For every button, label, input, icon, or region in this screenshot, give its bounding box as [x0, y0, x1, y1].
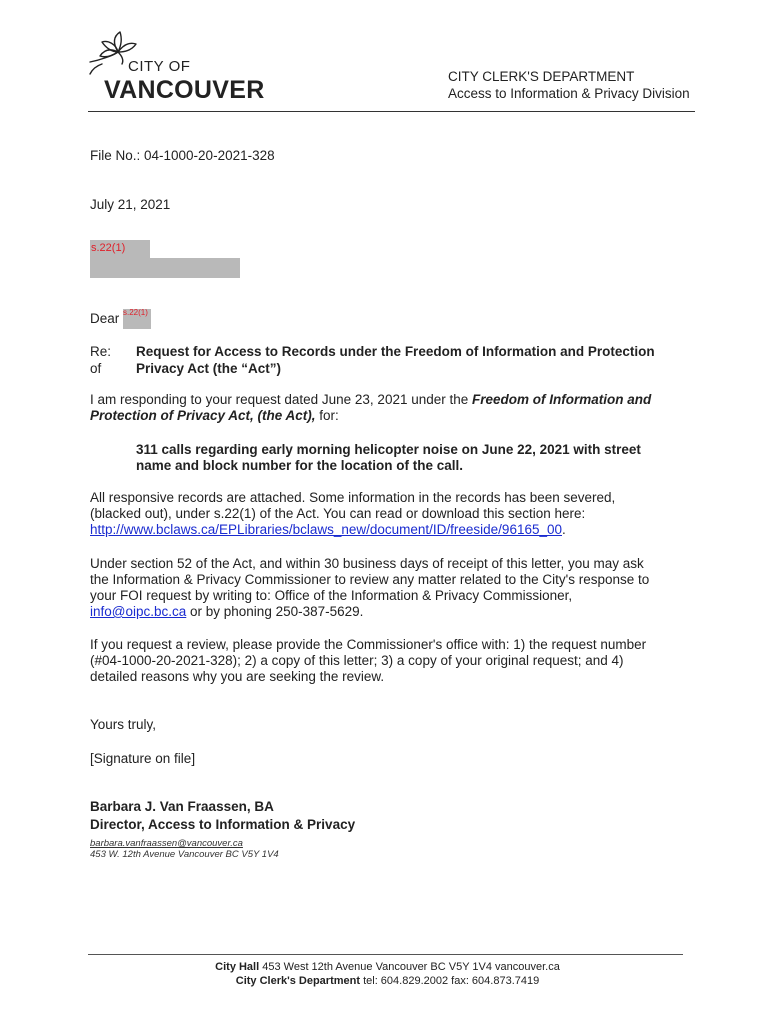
p2-line-2: the Information & Privacy Commissioner to review any matter related to the City's response to: [90, 572, 650, 587]
p2-phone: or by phoning 250-387-5629.: [186, 604, 364, 619]
footer-city-hall: City Hall: [215, 961, 260, 973]
logo-city-of: CITY OF: [128, 58, 191, 75]
division-name: Access to Information & Privacy Division: [448, 86, 690, 101]
bclaws-link[interactable]: http://www.bclaws.ca/EPLibraries/bclaws_new/document/ID/freeside/96165_00: [90, 522, 562, 537]
request-line-1: 311 calls regarding early morning helicopter noise on June 22, 2021 with street: [136, 442, 641, 457]
p1-line-2: (blacked out), under s.22(1) of the Act. You can read or download this section here:: [90, 506, 586, 521]
salutation-redaction-label: s.22(1): [123, 308, 148, 317]
p3-line-2: (#04-1000-20-2021-328); 2) a copy of this letter; 3) a copy of your original request; and 4): [90, 653, 624, 668]
intro-for: for:: [315, 408, 339, 423]
logo-vancouver: VANCOUVER: [104, 76, 265, 104]
footer-divider: [88, 954, 683, 955]
salutation: Dear: [90, 311, 120, 326]
p1-period: .: [562, 522, 566, 537]
p2-line-4: [90, 604, 363, 621]
intro-line-1: [90, 392, 651, 409]
re-of: of: [90, 361, 102, 376]
department-name: CITY CLERK'S DEPARTMENT: [448, 69, 635, 84]
redaction-label: s.22(1): [91, 242, 126, 254]
act-name-part2: Protection of Privacy Act, (the Act),: [90, 408, 316, 423]
p3-line-3: detailed reasons why you are seeking the review.: [90, 669, 385, 684]
signature-note: [Signature on file]: [90, 751, 196, 766]
signer-email-link[interactable]: barbara.vanfraassen@vancouver.ca: [90, 838, 243, 849]
footer-line-2: [90, 974, 685, 988]
intro-line-2: [90, 408, 339, 425]
signer-address: 453 W. 12th Avenue Vancouver BC V5Y 1V4: [90, 849, 279, 860]
p3-line-1: If you request a review, please provide the Commissioner's office with: 1) the request number: [90, 637, 647, 652]
subject-line-2: Privacy Act (the “Act”): [136, 361, 282, 376]
p1-line-3: [90, 522, 566, 539]
act-name-part1: Freedom of Information and: [472, 392, 652, 407]
department-heading: [448, 68, 690, 102]
footer-address: 453 West 12th Avenue Vancouver BC V5Y 1V4 vancouver.ca: [259, 961, 560, 973]
city-of-vancouver-logo: [82, 30, 265, 110]
file-number: File No.: 04-1000-20-2021-328: [90, 148, 275, 163]
subject-line-1: Request for Access to Records under the Freedom of Information and Protection: [136, 344, 655, 359]
footer-contact: tel: 604.829.2002 fax: 604.873.7419: [360, 975, 540, 987]
re-label: Re:: [90, 344, 112, 359]
intro-text: I am responding to your request dated June 23, 2021 under the: [90, 392, 473, 407]
redacted-address-box: [90, 258, 240, 278]
signer-title: Director, Access to Information & Privacy: [90, 817, 356, 832]
letter-date: July 21, 2021: [90, 197, 171, 212]
p1-line-1: All responsive records are attached. Some information in the records has been severed,: [90, 490, 616, 505]
header-divider: [88, 111, 695, 112]
p2-line-3: your FOI request by writing to: Office of the Information & Privacy Commissioner,: [90, 588, 573, 603]
request-line-2: name and block number for the location of the call.: [136, 458, 464, 473]
oipc-email-link[interactable]: info@oipc.bc.ca: [90, 604, 187, 619]
closing: Yours truly,: [90, 717, 157, 732]
footer-dept: City Clerk's Department: [235, 975, 361, 987]
footer-line-1: [90, 960, 685, 974]
signer-name: Barbara J. Van Fraassen, BA: [90, 799, 274, 814]
p2-line-1: Under section 52 of the Act, and within 30 business days of receipt of this letter, you may ask: [90, 556, 644, 571]
